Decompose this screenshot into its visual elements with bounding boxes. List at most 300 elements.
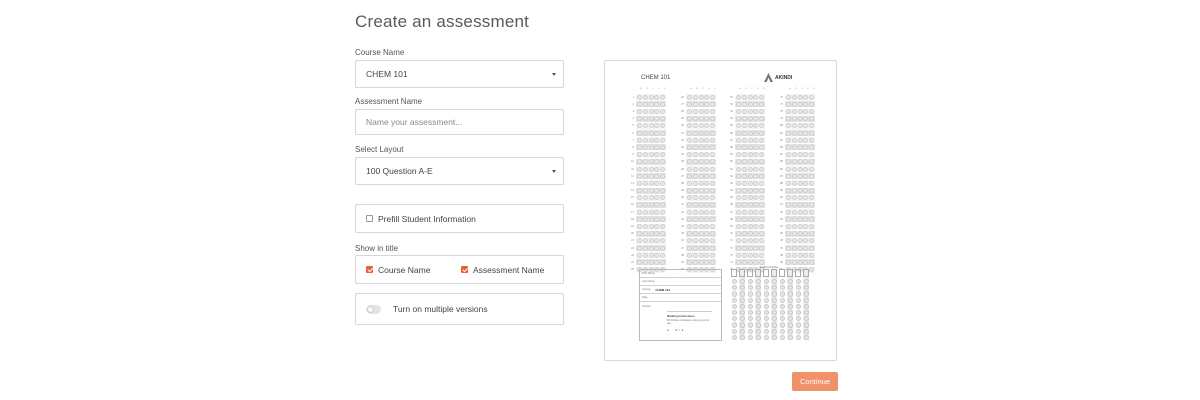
answer-bubble xyxy=(803,181,808,186)
answer-bubble xyxy=(786,195,791,200)
answer-bubble xyxy=(693,116,698,121)
answer-bubble xyxy=(687,145,692,150)
question-row: 77 xyxy=(776,101,821,107)
answer-bubble xyxy=(742,109,747,114)
answer-bubble xyxy=(753,253,758,258)
digit-bubble xyxy=(796,298,801,303)
answer-bubble xyxy=(704,109,709,114)
answer-bubble xyxy=(649,152,654,157)
digit-bubble xyxy=(804,335,809,340)
answer-bubble xyxy=(654,159,659,164)
answer-bubble xyxy=(693,217,698,222)
answer-bubble xyxy=(710,202,715,207)
digit-bubble xyxy=(740,298,745,303)
answer-bubble xyxy=(759,202,764,207)
answer-bubble xyxy=(704,238,709,243)
question-row: 92 xyxy=(776,209,821,215)
digit-bubble xyxy=(796,291,801,296)
answer-bubble xyxy=(742,217,747,222)
answer-bubble xyxy=(704,102,709,107)
answer-bubble xyxy=(786,131,791,136)
answer-bubble xyxy=(792,246,797,251)
question-row: 68 xyxy=(726,216,771,222)
answer-bubble xyxy=(654,174,659,179)
answer-bubble xyxy=(736,167,741,172)
info-line: Course CHEM 101 xyxy=(640,286,721,294)
answer-bubble xyxy=(643,188,648,193)
marking-instructions xyxy=(667,311,712,335)
answer-bubble xyxy=(742,116,747,121)
question-row: 91 xyxy=(776,202,821,208)
answer-bubble xyxy=(753,138,758,143)
question-row: 74 xyxy=(726,259,771,265)
answer-bubble xyxy=(803,188,808,193)
answer-bubble xyxy=(742,195,747,200)
digit-bubble xyxy=(772,316,777,321)
answer-bubble xyxy=(654,145,659,150)
answer-bubble xyxy=(792,195,797,200)
digit-bubble xyxy=(756,304,761,309)
answer-bubble xyxy=(748,138,753,143)
answer-bubble xyxy=(704,167,709,172)
marking-subtitle: Fill bubbles completely using a pencil or pen. xyxy=(667,319,710,325)
answer-bubble xyxy=(710,188,715,193)
course-name-value: CHEM 101 xyxy=(366,69,408,79)
digit-bubble xyxy=(780,279,785,284)
digit-bubble xyxy=(732,285,737,290)
answer-bubble xyxy=(753,174,758,179)
answer-bubble xyxy=(759,167,764,172)
layout-value: 100 Question A-E xyxy=(366,166,433,176)
answer-bubble xyxy=(809,267,814,272)
answer-bubble xyxy=(693,123,698,128)
answer-bubble xyxy=(637,95,642,100)
answer-bubble xyxy=(786,260,791,265)
digit-bubble xyxy=(748,335,753,340)
question-row: 81 xyxy=(776,130,821,136)
answer-bubble xyxy=(759,95,764,100)
question-row: 62 xyxy=(726,173,771,179)
answer-bubble xyxy=(786,188,791,193)
answer-bubble xyxy=(753,231,758,236)
answer-bubble xyxy=(736,260,741,265)
answer-bubble xyxy=(699,152,704,157)
question-row: 89 xyxy=(776,187,821,193)
digit-bubble xyxy=(764,329,769,334)
sheet-brand-name: AKINDI xyxy=(775,74,793,81)
answer-bubble xyxy=(742,95,747,100)
answer-bubble xyxy=(759,131,764,136)
assessment-name-checkbox[interactable] xyxy=(461,266,468,273)
question-row: 34 xyxy=(677,152,722,158)
prefill-option[interactable] xyxy=(355,204,564,233)
prefill-checkbox[interactable] xyxy=(366,215,373,222)
answer-bubble xyxy=(792,116,797,121)
answer-bubble xyxy=(809,116,814,121)
answer-bubble xyxy=(736,231,741,236)
answer-bubble xyxy=(643,131,648,136)
answer-bubble xyxy=(710,138,715,143)
answer-bubble xyxy=(792,131,797,136)
question-row: 41 xyxy=(677,202,722,208)
answer-bubble xyxy=(654,253,659,258)
answer-bubble xyxy=(687,131,692,136)
answer-bubble xyxy=(704,95,709,100)
answer-bubble xyxy=(687,253,692,258)
answer-bubble xyxy=(753,116,758,121)
assessment-name-input[interactable] xyxy=(355,109,564,135)
answer-bubble xyxy=(742,231,747,236)
layout-select[interactable] xyxy=(355,157,564,185)
answer-bubble xyxy=(759,217,764,222)
answer-bubble xyxy=(660,102,665,107)
digit-bubble xyxy=(780,304,785,309)
question-row: 71 xyxy=(726,238,771,244)
answer-bubble xyxy=(748,231,753,236)
answer-bubble xyxy=(699,246,704,251)
answer-bubble xyxy=(693,145,698,150)
digit-bubble xyxy=(788,335,793,340)
answer-bubble xyxy=(798,152,803,157)
answer-bubble xyxy=(660,253,665,258)
info-line: Version xyxy=(642,304,651,308)
answer-bubble xyxy=(809,238,814,243)
choice-letters: A B C D E xyxy=(690,88,716,90)
answer-bubble xyxy=(748,159,753,164)
question-row: 57 xyxy=(726,137,771,143)
answer-bubble xyxy=(687,195,692,200)
digit-bubble xyxy=(756,310,761,315)
digit-bubble xyxy=(796,316,801,321)
answer-bubble xyxy=(792,217,797,222)
student-number-column xyxy=(755,269,761,340)
answer-bubble xyxy=(687,159,692,164)
answer-bubble xyxy=(809,181,814,186)
question-row: 97 xyxy=(776,245,821,251)
multiple-versions-option[interactable] xyxy=(355,293,564,325)
answer-bubble xyxy=(809,195,814,200)
question-column xyxy=(677,88,722,274)
answer-bubble xyxy=(693,195,698,200)
student-info-box xyxy=(639,269,722,341)
answer-bubble xyxy=(699,95,704,100)
answer-bubble xyxy=(798,159,803,164)
answer-bubble xyxy=(759,195,764,200)
answer-bubble xyxy=(710,246,715,251)
question-row: 59 xyxy=(726,152,771,158)
answer-bubble xyxy=(687,202,692,207)
answer-bubble xyxy=(742,152,747,157)
digit-bubble xyxy=(772,335,777,340)
question-row: 95 xyxy=(776,231,821,237)
answer-bubble xyxy=(736,152,741,157)
digit-bubble xyxy=(764,304,769,309)
answer-bubble xyxy=(654,195,659,200)
digit-bubble xyxy=(796,279,801,284)
answer-bubble xyxy=(742,174,747,179)
digit-bubble xyxy=(764,322,769,327)
answer-bubble xyxy=(792,260,797,265)
answer-bubble xyxy=(803,224,808,229)
digit-bubble xyxy=(788,310,793,315)
question-row: 20 xyxy=(627,231,672,237)
digit-bubble xyxy=(748,316,753,321)
answer-bubble xyxy=(803,138,808,143)
answer-bubble xyxy=(687,102,692,107)
answer-bubble xyxy=(637,210,642,215)
answer-bubble xyxy=(693,246,698,251)
answer-bubble xyxy=(792,159,797,164)
info-line: First Name xyxy=(640,270,721,278)
answer-bubble xyxy=(643,116,648,121)
show-assessment-name-option[interactable] xyxy=(461,265,544,275)
question-row: 29 xyxy=(677,116,722,122)
answer-bubble xyxy=(699,116,704,121)
student-number-grid xyxy=(731,269,809,340)
digit-bubble xyxy=(788,291,793,296)
answer-bubble xyxy=(649,195,654,200)
answer-bubble xyxy=(704,174,709,179)
answer-bubble xyxy=(803,159,808,164)
digit-bubble xyxy=(748,329,753,334)
question-row: 55 xyxy=(726,123,771,129)
answer-bubble xyxy=(704,188,709,193)
answer-bubble xyxy=(704,131,709,136)
answer-bubble xyxy=(786,253,791,258)
answer-bubble xyxy=(687,246,692,251)
digit-bubble xyxy=(756,279,761,284)
answer-bubble xyxy=(759,253,764,258)
answer-bubble xyxy=(654,102,659,107)
question-row: 1 xyxy=(627,94,672,100)
continue-button[interactable]: Continue xyxy=(792,372,838,391)
question-row: 63 xyxy=(726,180,771,186)
answer-bubble xyxy=(637,231,642,236)
answer-bubble xyxy=(643,181,648,186)
answer-bubble xyxy=(643,138,648,143)
digit-bubble xyxy=(780,291,785,296)
answer-bubble xyxy=(699,195,704,200)
question-row: 15 xyxy=(627,195,672,201)
answer-bubble xyxy=(643,123,648,128)
question-row: 28 xyxy=(677,108,722,114)
question-row: 98 xyxy=(776,252,821,258)
answer-bubble xyxy=(649,181,654,186)
answer-bubble xyxy=(736,238,741,243)
answer-bubble xyxy=(649,131,654,136)
answer-bubble xyxy=(753,238,758,243)
answer-bubble xyxy=(637,131,642,136)
filled-bubble-icon: ● xyxy=(667,328,669,332)
answer-bubble xyxy=(809,123,814,128)
answer-bubble xyxy=(649,246,654,251)
answer-bubble xyxy=(736,123,741,128)
answer-bubble xyxy=(710,145,715,150)
digit-bubble xyxy=(764,291,769,296)
digit-bubble xyxy=(756,298,761,303)
answer-bubble xyxy=(786,152,791,157)
answer-bubble xyxy=(748,152,753,157)
answer-bubble xyxy=(660,167,665,172)
answer-bubble xyxy=(699,210,704,215)
digit-bubble xyxy=(796,335,801,340)
answer-bubble xyxy=(643,202,648,207)
answer-bubble xyxy=(753,102,758,107)
student-number-label: Student Number xyxy=(759,266,779,269)
answer-bubble xyxy=(660,217,665,222)
answer-bubble xyxy=(710,123,715,128)
answer-bubble xyxy=(649,260,654,265)
answer-bubble xyxy=(792,167,797,172)
answer-bubble xyxy=(786,217,791,222)
answer-bubble xyxy=(753,202,758,207)
answer-bubble xyxy=(710,152,715,157)
digit-bubble xyxy=(748,298,753,303)
answer-bubble xyxy=(759,246,764,251)
digit-bubble xyxy=(764,310,769,315)
answer-bubble xyxy=(736,95,741,100)
answer-bubble xyxy=(798,145,803,150)
question-row: 45 xyxy=(677,231,722,237)
answer-bubble xyxy=(736,202,741,207)
answer-bubble xyxy=(660,123,665,128)
course-name-checkbox[interactable] xyxy=(366,266,373,273)
question-row: 30 xyxy=(677,123,722,129)
answer-bubble xyxy=(786,95,791,100)
answer-bubble xyxy=(699,159,704,164)
answer-bubble xyxy=(637,159,642,164)
answer-bubble xyxy=(643,210,648,215)
answer-bubble xyxy=(654,123,659,128)
answer-bubble xyxy=(748,246,753,251)
answer-bubble xyxy=(643,195,648,200)
digit-bubble xyxy=(748,291,753,296)
student-number-column xyxy=(739,269,745,340)
answer-bubble xyxy=(748,95,753,100)
question-row: 14 xyxy=(627,187,672,193)
answer-bubble xyxy=(798,123,803,128)
multiple-versions-label: Turn on multiple versions xyxy=(393,304,488,314)
answer-bubble xyxy=(786,109,791,114)
answer-bubble xyxy=(742,210,747,215)
answer-bubble xyxy=(803,246,808,251)
answer-bubble xyxy=(660,174,665,179)
answer-bubble xyxy=(637,102,642,107)
answer-bubble xyxy=(803,152,808,157)
question-row: 3 xyxy=(627,108,672,114)
digit-bubble xyxy=(732,304,737,309)
answer-bubble xyxy=(710,181,715,186)
answer-sheet-preview xyxy=(604,60,837,361)
digit-bubble xyxy=(748,279,753,284)
answer-bubble xyxy=(798,95,803,100)
answer-bubble xyxy=(699,260,704,265)
question-row: 33 xyxy=(677,144,722,150)
answer-bubble xyxy=(792,109,797,114)
answer-bubble xyxy=(809,224,814,229)
answer-bubble xyxy=(753,195,758,200)
show-course-name-option[interactable] xyxy=(366,265,461,275)
question-row: 46 xyxy=(677,238,722,244)
answer-bubble xyxy=(798,246,803,251)
answer-bubble xyxy=(736,145,741,150)
answer-bubble xyxy=(742,102,747,107)
question-row: 12 xyxy=(627,173,672,179)
answer-bubble xyxy=(704,145,709,150)
course-name-select[interactable] xyxy=(355,60,564,88)
answer-bubble xyxy=(710,159,715,164)
answer-bubble xyxy=(660,202,665,207)
answer-bubble xyxy=(699,188,704,193)
answer-bubble xyxy=(792,152,797,157)
answer-bubble xyxy=(803,210,808,215)
answer-bubble xyxy=(687,138,692,143)
digit-bubble xyxy=(796,322,801,327)
question-row: 7 xyxy=(627,137,672,143)
answer-bubble xyxy=(803,217,808,222)
question-row: 6 xyxy=(627,130,672,136)
answer-bubble xyxy=(742,145,747,150)
answer-bubble xyxy=(704,253,709,258)
answer-bubble xyxy=(687,95,692,100)
question-row: 49 xyxy=(677,259,722,265)
student-number-column xyxy=(763,269,769,340)
question-row: 32 xyxy=(677,137,722,143)
answer-bubble xyxy=(792,174,797,179)
answer-bubble xyxy=(643,95,648,100)
answer-bubble xyxy=(792,188,797,193)
question-row: 73 xyxy=(726,252,771,258)
answer-bubble xyxy=(643,246,648,251)
question-row: 75 xyxy=(726,267,771,273)
answer-bubble xyxy=(753,246,758,251)
answer-bubble xyxy=(643,231,648,236)
answer-bubble xyxy=(660,238,665,243)
answer-bubble xyxy=(809,102,814,107)
answer-bubble xyxy=(748,195,753,200)
answer-bubble xyxy=(660,188,665,193)
answer-bubble xyxy=(687,217,692,222)
digit-bubble xyxy=(796,310,801,315)
answer-bubble xyxy=(693,188,698,193)
answer-bubble xyxy=(759,231,764,236)
answer-bubble xyxy=(643,217,648,222)
answer-bubble xyxy=(736,195,741,200)
answer-bubble xyxy=(798,102,803,107)
digit-bubble xyxy=(740,285,745,290)
answer-bubble xyxy=(736,102,741,107)
answer-bubble xyxy=(704,224,709,229)
answer-bubble xyxy=(792,95,797,100)
answer-bubble xyxy=(699,102,704,107)
answer-bubble xyxy=(637,145,642,150)
answer-bubble xyxy=(699,138,704,143)
answer-bubble xyxy=(649,224,654,229)
question-row: 58 xyxy=(726,144,771,150)
answer-bubble xyxy=(693,109,698,114)
digit-bubble xyxy=(804,316,809,321)
answer-bubble xyxy=(654,109,659,114)
answer-bubble xyxy=(742,159,747,164)
question-row: 86 xyxy=(776,166,821,172)
multiple-versions-toggle[interactable] xyxy=(366,305,381,314)
answer-bubble xyxy=(753,181,758,186)
answer-bubble xyxy=(792,102,797,107)
answer-bubble xyxy=(649,231,654,236)
digit-bubble xyxy=(772,322,777,327)
question-row: 88 xyxy=(776,180,821,186)
question-row: 21 xyxy=(627,238,672,244)
